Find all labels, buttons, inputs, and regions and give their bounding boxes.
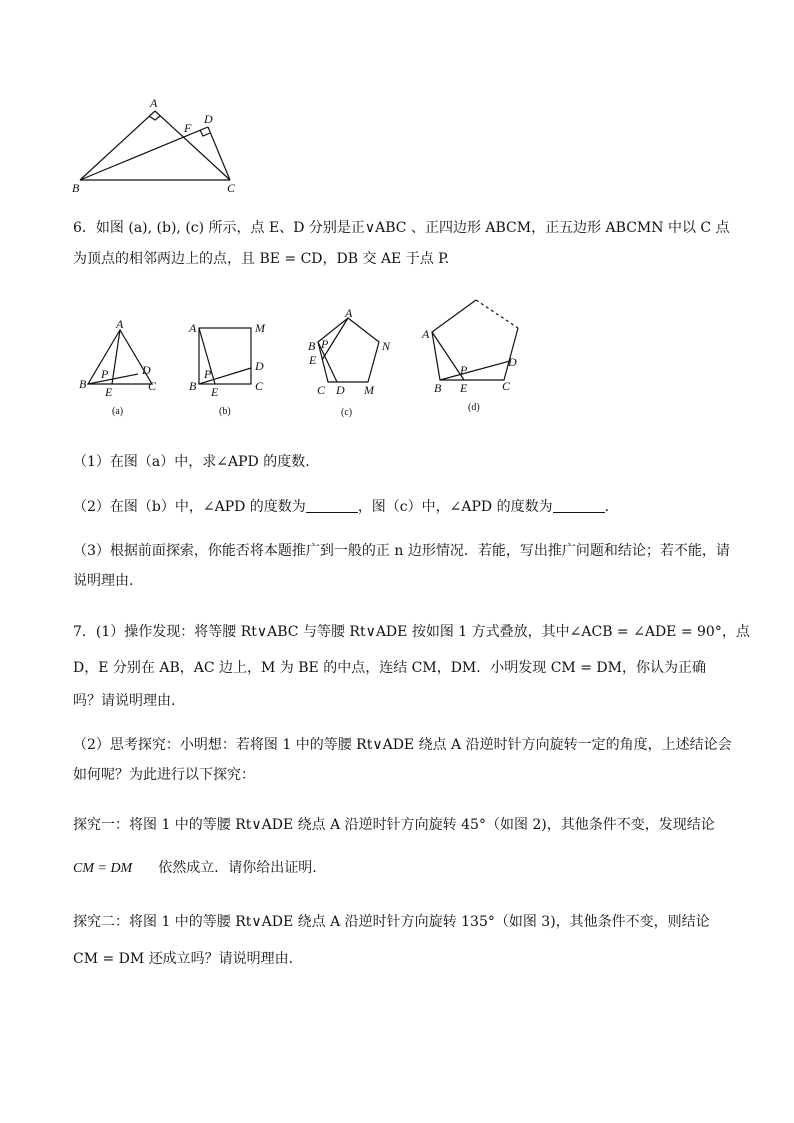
figure-b-square bbox=[185, 318, 275, 418]
svg-text:A: A bbox=[150, 96, 158, 110]
svg-text:E: E bbox=[460, 381, 468, 395]
q7-line-7 bbox=[73, 858, 317, 879]
q7-line-2: D，E 分别在 AB，AC 边上，M 为 BE 的中点，连结 CM，DM．小明发现 CM = DM，你认为正确 bbox=[73, 660, 706, 676]
svg-text:N: N bbox=[382, 339, 391, 353]
q7-line-4: （2）思考探究：小明想：若将图 1 中的等腰 Rt∨ADE 绕点 A 沿逆时针方向旋转一定的角度，上述结论会 bbox=[73, 737, 732, 753]
figure-d-polygon bbox=[418, 296, 538, 416]
svg-text:P: P bbox=[204, 367, 212, 381]
svg-text:M: M bbox=[364, 383, 374, 397]
svg-text:B: B bbox=[72, 181, 80, 195]
q6-part-2-text-c: . bbox=[604, 499, 610, 515]
svg-text:A: A bbox=[116, 317, 124, 331]
svg-text:A: A bbox=[345, 306, 353, 320]
svg-text:D: D bbox=[142, 363, 151, 377]
svg-text:M: M bbox=[255, 321, 265, 335]
q7-line-8: 探究二：将图 1 中的等腰 Rt∨ADE 绕点 A 沿逆时针方向旋转 135°（如图 3)，其他条件不变，则结论 bbox=[73, 914, 710, 930]
figure-c-pentagon bbox=[302, 306, 402, 420]
q6-line-2: 为顶点的相邻两边上的点，且 BE = CD，DB 交 AE 于点 P. bbox=[73, 251, 450, 267]
svg-text:B: B bbox=[434, 381, 442, 395]
figure-triangle-abc bbox=[70, 95, 250, 195]
svg-text:C: C bbox=[255, 379, 264, 393]
svg-text:C: C bbox=[502, 379, 511, 393]
answer-blank-c[interactable] bbox=[553, 498, 605, 513]
svg-text:E: E bbox=[105, 385, 113, 399]
figure-a-triangle bbox=[76, 317, 166, 420]
svg-text:(d): (d) bbox=[468, 402, 480, 413]
svg-text:A: A bbox=[422, 327, 430, 341]
svg-text:(c): (c) bbox=[341, 407, 353, 418]
svg-text:D: D bbox=[508, 355, 517, 369]
svg-text:F: F bbox=[184, 121, 192, 135]
q7-line-1: 7．(1）操作发现：将等腰 Rt∨ABC 与等腰 Rt∨ADE 按如图 1 方式叠放，其中∠ACB = ∠ADE = 90°，点 bbox=[73, 624, 750, 640]
q6-line-1: 6．如图 (a), (b), (c) 所示，点 E、D 分别是正∨ABC 、正四边形 ABCM，正五边形 ABCMN 中以 C 点 bbox=[73, 220, 730, 236]
svg-text:C: C bbox=[227, 181, 236, 195]
svg-text:E: E bbox=[309, 353, 317, 367]
svg-text:D: D bbox=[336, 383, 345, 397]
q7-line-6: 探究一：将图 1 中的等腰 Rt∨ADE 绕点 A 沿逆时针方向旋转 45°（如图 2)，其他条件不变，发现结论 bbox=[73, 817, 715, 833]
answer-blank-b[interactable] bbox=[306, 498, 358, 513]
svg-text:B: B bbox=[189, 379, 197, 393]
q6-part-3-line-2: 说明理由. bbox=[73, 573, 134, 589]
svg-text:C: C bbox=[148, 379, 157, 393]
q6-part-2-text-b: ，图（c）中，∠APD 的度数为 bbox=[357, 499, 553, 515]
q7-line-7-formula: CM = DM bbox=[73, 861, 133, 876]
svg-text:D: D bbox=[255, 359, 264, 373]
svg-text:B: B bbox=[79, 377, 87, 391]
q6-part-2 bbox=[73, 497, 609, 517]
q6-part-1: （1）在图（a）中，求∠APD 的度数. bbox=[73, 454, 310, 470]
svg-text:P: P bbox=[101, 367, 109, 381]
svg-text:A: A bbox=[189, 321, 197, 335]
svg-text:P: P bbox=[460, 363, 468, 377]
svg-text:C: C bbox=[317, 383, 326, 397]
svg-text:P: P bbox=[321, 337, 329, 351]
q6-part-2-text-a: （2）在图（b）中，∠APD 的度数为 bbox=[73, 499, 306, 515]
q7-line-9: CM = DM 还成立吗？请说明理由. bbox=[73, 951, 294, 967]
svg-text:(b): (b) bbox=[219, 406, 231, 417]
q7-line-5: 如何呢？为此进行以下探究： bbox=[73, 767, 255, 783]
svg-text:(a): (a) bbox=[112, 406, 124, 417]
svg-text:E: E bbox=[211, 385, 219, 399]
svg-text:D: D bbox=[204, 112, 213, 126]
q7-line-3: 吗？请说明理由. bbox=[73, 693, 176, 709]
svg-text:B: B bbox=[308, 339, 316, 353]
q7-line-7-text: 依然成立．请你给出证明. bbox=[158, 860, 317, 876]
q6-part-3-line-1: （3）根据前面探索，你能否将本题推广到一般的正 n 边形情况．若能，写出推广问题和结论；若不能，请 bbox=[73, 543, 730, 559]
